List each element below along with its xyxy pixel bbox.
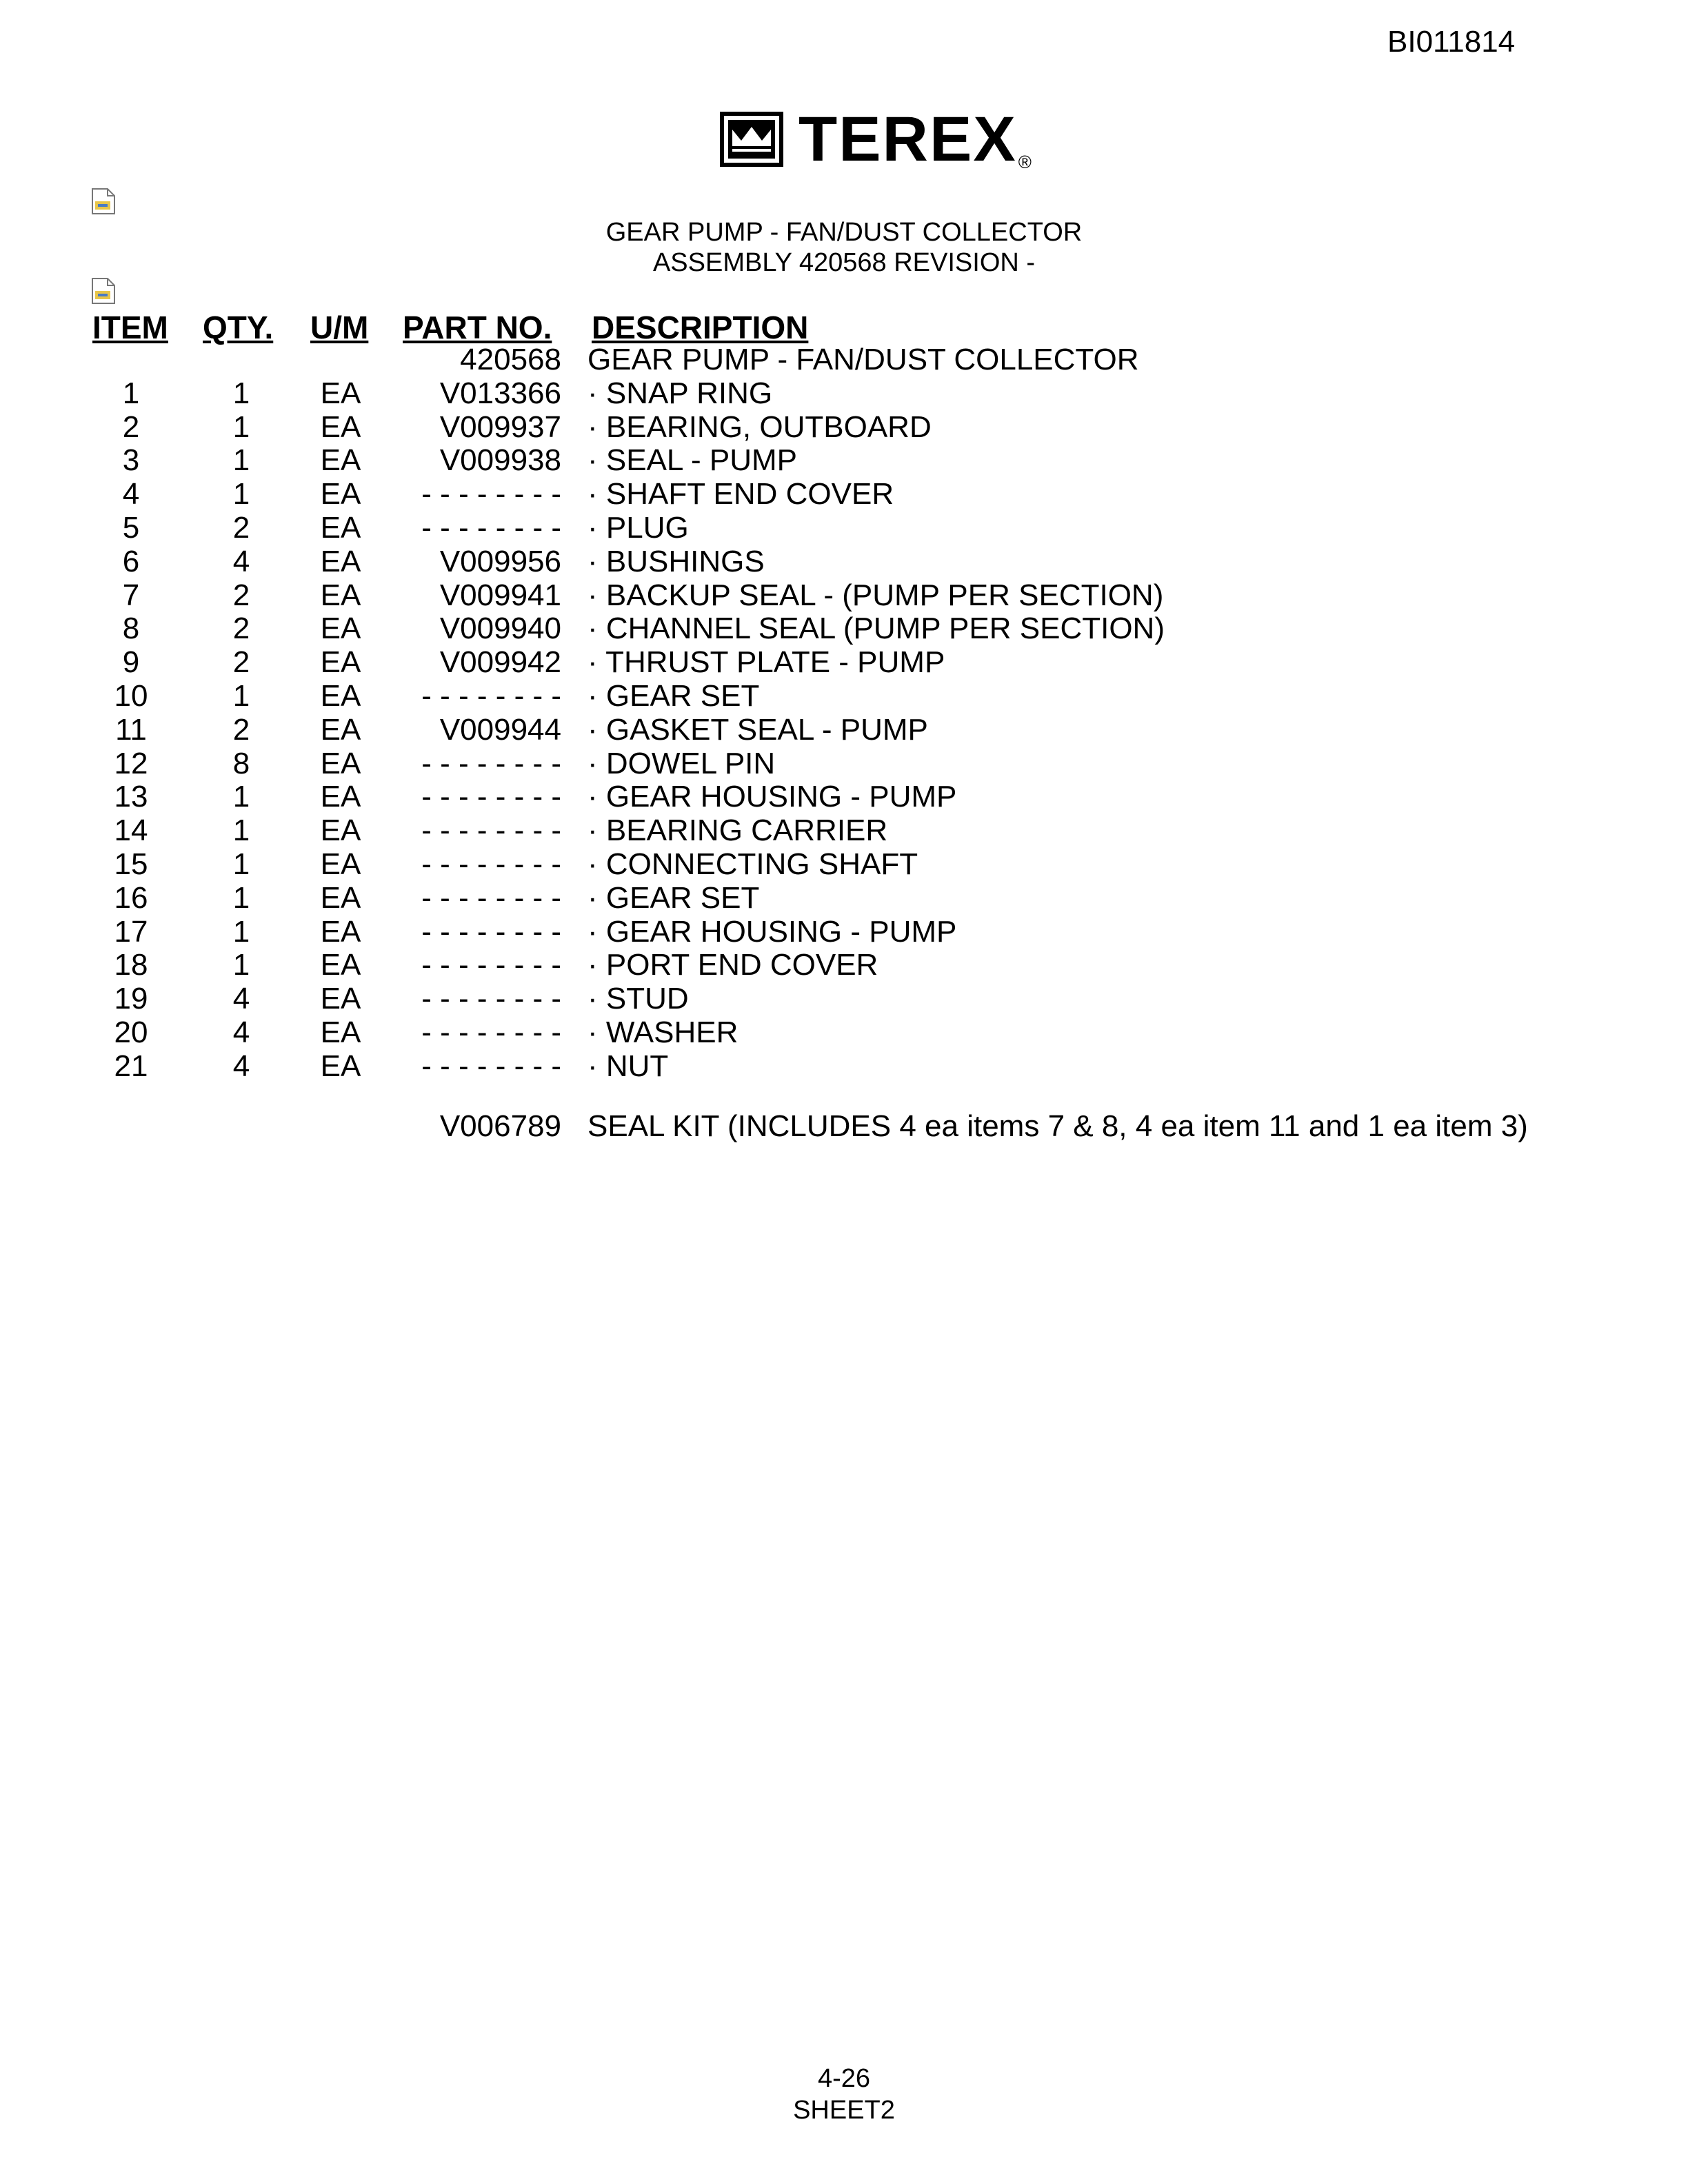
part-description: · PLUG [587, 511, 689, 545]
quantity: 2 [232, 712, 250, 747]
part-description: GEAR PUMP - FAN/DUST COLLECTOR [587, 343, 1139, 376]
quantity: 1 [232, 847, 250, 881]
header-description: DESCRIPTION [592, 310, 809, 345]
unit-of-measure: EA [320, 679, 361, 713]
terex-crown-icon [720, 112, 783, 167]
unit-of-measure: EA [320, 410, 361, 444]
part-number: - - - - - - - - [421, 511, 561, 545]
item-number: 20 [114, 1015, 148, 1049]
item-number: 6 [122, 544, 140, 578]
brand-wordmark: TEREX® [798, 104, 1033, 174]
item-number: 7 [122, 578, 140, 612]
part-description: · GEAR SET [587, 679, 760, 713]
part-description: · SNAP RING [587, 376, 773, 410]
unit-of-measure: EA [320, 578, 361, 612]
page-number: 4-26 [817, 2064, 871, 2093]
part-description: · SHAFT END COVER [587, 477, 894, 512]
unit-of-measure: EA [320, 948, 361, 982]
part-number: V009956 [439, 544, 561, 578]
unit-of-measure: EA [320, 813, 361, 848]
item-number: 2 [122, 410, 140, 444]
part-description: · DOWEL PIN [587, 746, 776, 780]
document-subtitle: ASSEMBLY 420568 REVISION - [652, 248, 1036, 277]
quantity: 2 [232, 611, 250, 646]
part-number: - - - - - - - - [421, 679, 561, 713]
part-number: - - - - - - - - [421, 982, 561, 1016]
part-description: · GASKET SEAL - PUMP [587, 712, 928, 747]
unit-of-measure: EA [320, 982, 361, 1016]
part-number: V009941 [439, 578, 561, 612]
quantity: 1 [232, 880, 250, 915]
unit-of-measure: EA [320, 443, 361, 478]
sheet-label: SHEET2 [793, 2096, 895, 2125]
part-number: - - - - - - - - [421, 813, 561, 848]
part-number: V009940 [439, 611, 561, 646]
unit-of-measure: EA [320, 746, 361, 780]
item-number: 11 [115, 712, 147, 747]
part-number: - - - - - - - - [421, 914, 561, 949]
item-number: 13 [114, 780, 148, 814]
quantity: 1 [232, 948, 250, 982]
quantity: 1 [232, 443, 250, 478]
part-number: V009944 [439, 712, 561, 747]
part-description: · BUSHINGS [587, 544, 765, 578]
part-description: · PORT END COVER [587, 948, 878, 982]
item-number: 15 [114, 847, 148, 881]
quantity: 2 [232, 645, 250, 680]
item-number: 9 [122, 645, 140, 680]
quantity: 2 [232, 578, 250, 612]
quantity: 4 [232, 982, 250, 1016]
header-item: ITEM [92, 310, 168, 345]
quantity: 1 [232, 780, 250, 814]
part-description: · SEAL - PUMP [587, 443, 797, 478]
unit-of-measure: EA [320, 376, 361, 410]
unit-of-measure: EA [320, 780, 361, 814]
quantity: 4 [232, 1049, 250, 1083]
unit-of-measure: EA [320, 1015, 361, 1049]
item-number: 5 [122, 511, 140, 545]
part-number: V013366 [439, 376, 561, 410]
document-id: BI011814 [1387, 25, 1516, 59]
unit-of-measure: EA [320, 477, 361, 512]
part-number: - - - - - - - - [421, 746, 561, 780]
item-number: 3 [122, 443, 140, 478]
unit-of-measure: EA [320, 544, 361, 578]
terex-logo [720, 104, 1033, 174]
item-number: 18 [114, 948, 148, 982]
part-description: · GEAR SET [587, 880, 760, 915]
part-number: - - - - - - - - [421, 880, 561, 915]
quantity: 1 [232, 813, 250, 848]
item-number: 1 [122, 376, 140, 410]
quantity: 8 [232, 746, 250, 780]
part-description: · WASHER [587, 1015, 738, 1049]
part-description: · THRUST PLATE - PUMP [587, 645, 945, 680]
part-description: · CONNECTING SHAFT [587, 847, 918, 881]
part-number: - - - - - - - - [421, 477, 561, 512]
quantity: 1 [232, 914, 250, 949]
part-description: · NUT [587, 1049, 669, 1083]
item-number: 8 [122, 611, 140, 646]
unit-of-measure: EA [320, 712, 361, 747]
unit-of-measure: EA [320, 914, 361, 949]
quantity: 1 [232, 376, 250, 410]
item-number: 10 [114, 679, 148, 713]
unit-of-measure: EA [320, 847, 361, 881]
part-number: V009942 [439, 645, 561, 680]
part-number: - - - - - - - - [421, 948, 561, 982]
part-description: · STUD [587, 982, 689, 1016]
unit-of-measure: EA [320, 1049, 361, 1083]
kit-description: SEAL KIT (INCLUDES 4 ea items 7 & 8, 4 ea item 11 and 1 ea item 3) [587, 1109, 1528, 1143]
quantity: 1 [232, 410, 250, 444]
header-qty: QTY. [203, 310, 274, 345]
quantity: 4 [232, 544, 250, 578]
part-number: 420568 [460, 343, 561, 376]
part-number: - - - - - - - - [421, 847, 561, 881]
part-description: · BEARING CARRIER [587, 813, 888, 848]
part-description: · GEAR HOUSING - PUMP [587, 780, 957, 814]
part-description: · BEARING, OUTBOARD [587, 410, 932, 444]
part-number: - - - - - - - - [421, 1015, 561, 1049]
unit-of-measure: EA [320, 511, 361, 545]
item-number: 14 [114, 813, 148, 848]
document-icon [91, 188, 116, 215]
item-number: 4 [122, 477, 140, 512]
part-description: · GEAR HOUSING - PUMP [587, 914, 957, 949]
part-description: · CHANNEL SEAL (PUMP PER SECTION) [587, 611, 1165, 646]
item-number: 12 [114, 746, 148, 780]
part-description: · BACKUP SEAL - (PUMP PER SECTION) [587, 578, 1164, 612]
unit-of-measure: EA [320, 880, 361, 915]
document-icon [91, 277, 116, 305]
part-number: V009938 [439, 443, 561, 478]
document-title: GEAR PUMP - FAN/DUST COLLECTOR [605, 218, 1083, 247]
item-number: 17 [114, 914, 148, 949]
unit-of-measure: EA [320, 645, 361, 680]
item-number: 16 [114, 880, 148, 915]
unit-of-measure: EA [320, 611, 361, 646]
part-number: - - - - - - - - [421, 780, 561, 814]
quantity: 1 [232, 679, 250, 713]
header-um: U/M [310, 310, 369, 345]
kit-part-number: V006789 [439, 1109, 561, 1143]
quantity: 2 [232, 511, 250, 545]
quantity: 4 [232, 1015, 250, 1049]
item-number: 21 [114, 1049, 148, 1083]
item-number: 19 [114, 982, 148, 1016]
quantity: 1 [232, 477, 250, 512]
part-number: - - - - - - - - [421, 1049, 561, 1083]
part-number: V009937 [439, 410, 561, 444]
header-part-no: PART NO. [403, 310, 552, 345]
